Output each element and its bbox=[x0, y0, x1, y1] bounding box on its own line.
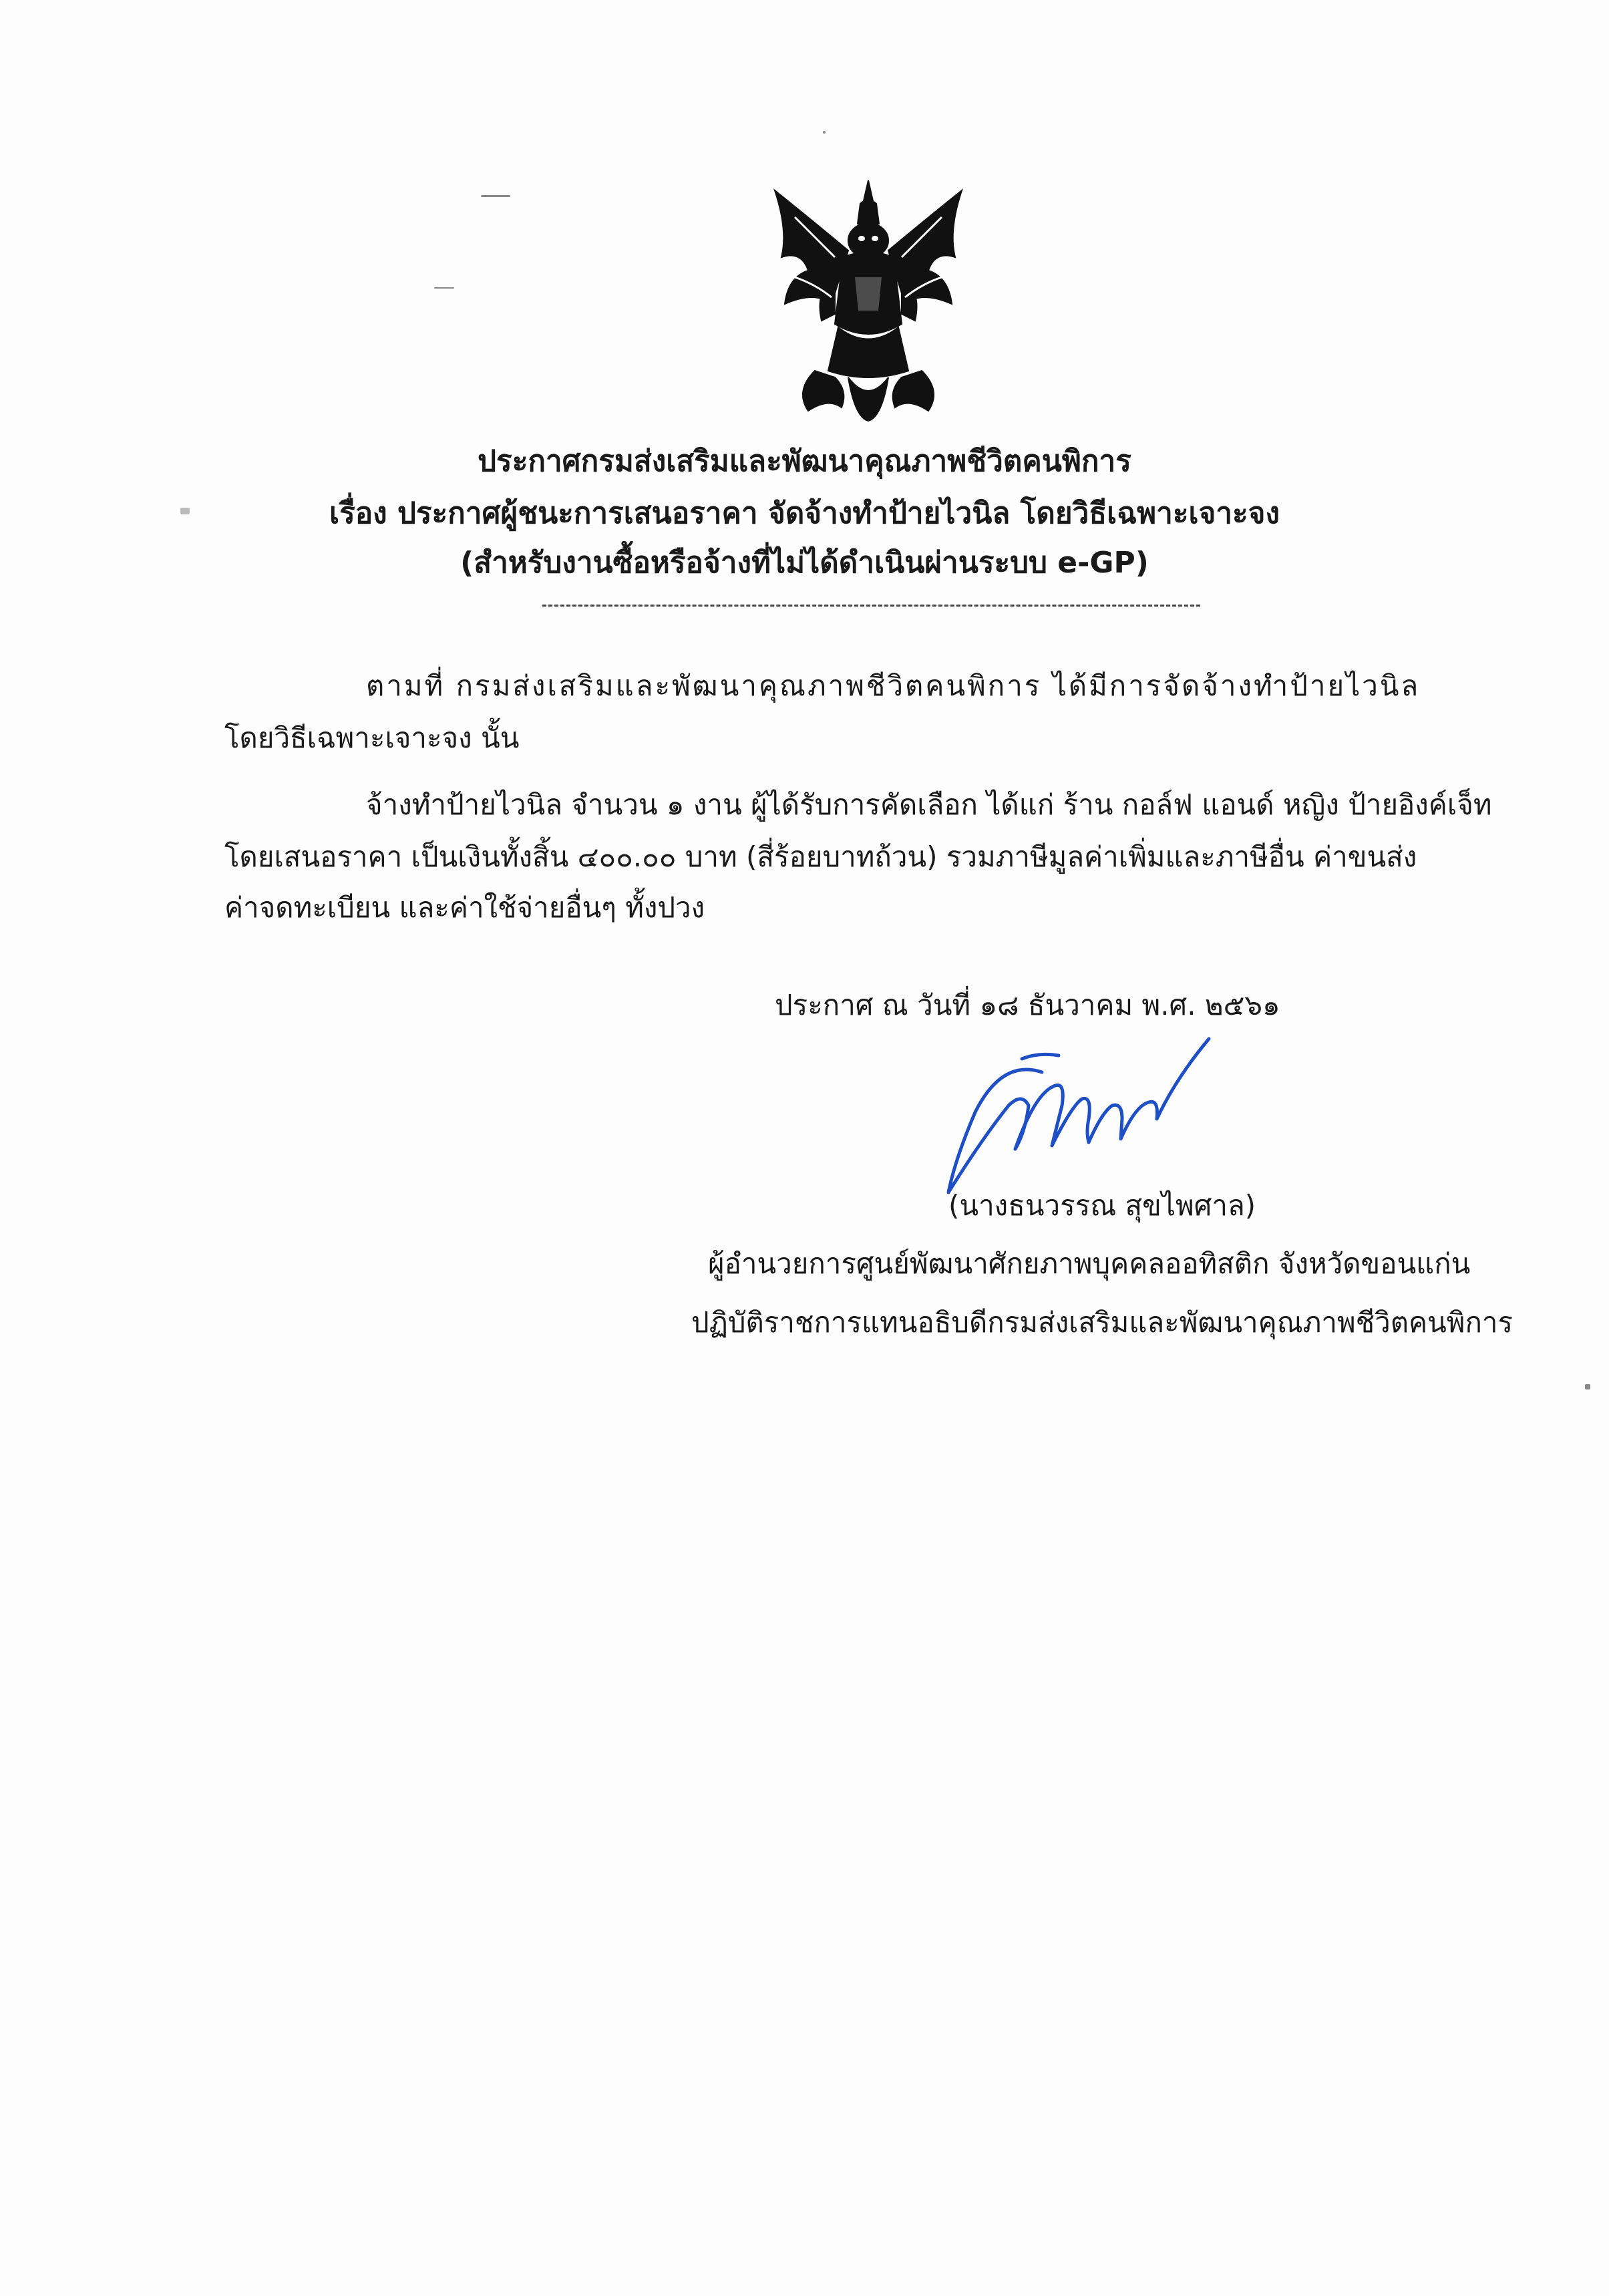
announcement-subject: เรื่อง ประกาศผู้ชนะการเสนอราคา จัดจ้างทำป้ายไวนิล โดยวิธีเฉพาะเจาะจง bbox=[329, 496, 1280, 530]
scan-speck bbox=[434, 287, 454, 289]
announcement-title: ประกาศกรมส่งเสริมและพัฒนาคุณภาพชีวิตคนพิการ bbox=[478, 444, 1131, 478]
scan-speck bbox=[823, 131, 826, 134]
announcement-date: ประกาศ ณ วันที่ ๑๘ ธันวาคม พ.ศ. ๒๕๖๑ bbox=[775, 989, 1280, 1021]
body-paragraph-2-line-1: จ้างทำป้ายไวนิล จำนวน ๑ งาน ผู้ได้รับการคัดเลือก ได้แก่ ร้าน กอล์ฟ แอนด์ หญิง ป้ายอิงค์เจ็ท bbox=[366, 788, 1492, 821]
body-paragraph-2-line-3: ค่าจดทะเบียน และค่าใช้จ่ายอื่นๆ ทั้งปวง bbox=[224, 891, 705, 924]
scan-speck bbox=[481, 195, 510, 197]
signer-position: ผู้อำนวยการศูนย์พัฒนาศักยภาพบุคคลออทิสติก จังหวัดขอนแก่น bbox=[708, 1247, 1471, 1280]
title-divider bbox=[542, 605, 1200, 607]
handwritten-signature-icon bbox=[922, 1032, 1229, 1206]
body-paragraph-2-line-2: โดยเสนอราคา เป็นเงินทั้งสิ้น ๔๐๐.๐๐ บาท (สี่ร้อยบาทถ้วน) รวมภาษีมูลค่าเพิ่มและภาษีอื่น ค่าขนส่ง bbox=[224, 840, 1417, 873]
garuda-emblem-icon bbox=[768, 177, 968, 424]
scan-speck bbox=[180, 508, 190, 514]
body-paragraph-1-line-2: โดยวิธีเฉพาะเจาะจง นั้น bbox=[224, 721, 520, 754]
scan-speck bbox=[1585, 1384, 1590, 1389]
signer-acting-role: ปฏิบัติราชการแทนอธิบดีกรมส่งเสริมและพัฒนาคุณภาพชีวิตคนพิการ bbox=[691, 1306, 1513, 1339]
announcement-note: (สำหรับงานซื้อหรือจ้างที่ไม่ได้ดำเนินผ่านระบบ e-GP) bbox=[460, 546, 1149, 580]
signer-name: (นางธนวรรณ สุขไพศาล) bbox=[948, 1189, 1256, 1222]
body-paragraph-1-line-1: ตามที่ กรมส่งเสริมและพัฒนาคุณภาพชีวิตคนพิการ ได้มีการจัดจ้างทำป้ายไวนิล bbox=[366, 669, 1421, 702]
